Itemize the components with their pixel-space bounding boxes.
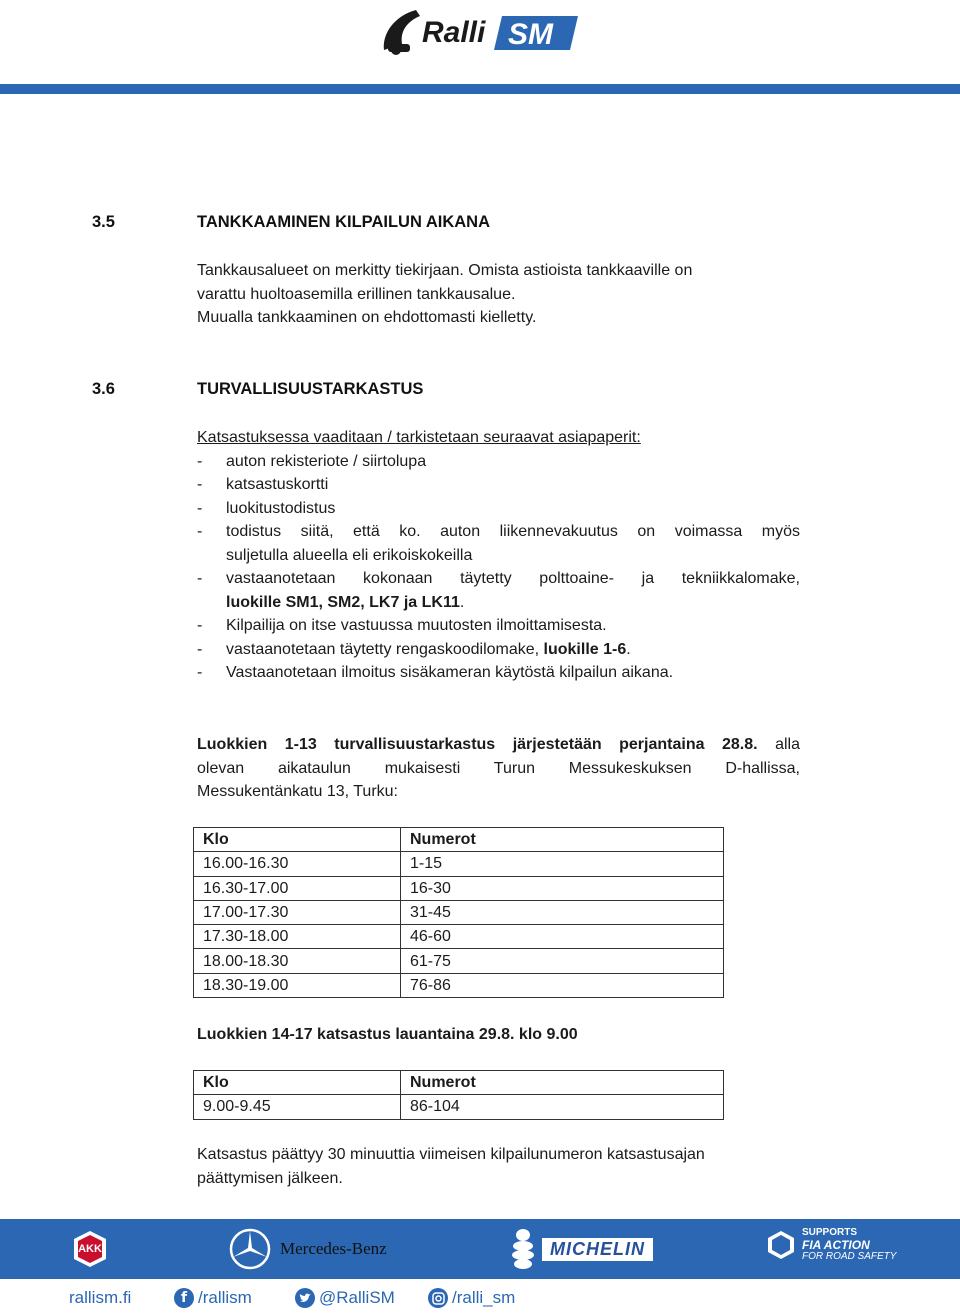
twitter-link[interactable] (295, 1288, 395, 1308)
fia-action-logo (766, 1227, 896, 1263)
section-title: TANKKAAMINEN KILPAILUN AIKANA (197, 213, 491, 231)
list-item (197, 614, 800, 638)
list-item-text: todistus siitä, että ko. auton liikennevakuutus on voimassa myös (226, 523, 800, 540)
schedule-heading-bold: Luokkien 1-13 turvallisuustarkastus järjestetään perjantaina 28.8. (197, 736, 758, 753)
akk-logo-text: AKK (78, 1243, 102, 1255)
bullet-dash: - (197, 523, 203, 540)
column-header: Numerot (401, 1071, 724, 1095)
akk-logo (70, 1229, 104, 1269)
column-header: Numerot (401, 828, 724, 852)
table-cell: 76-86 (401, 973, 724, 997)
schedule-2-heading (197, 1023, 800, 1047)
bullet-dash: - (197, 570, 203, 587)
list-item-text: Kilpailija on itse vastuussa muutosten ilmoittamisesta. (226, 617, 607, 634)
fia-road-safety-text: FOR ROAD SAFETY (802, 1251, 897, 1262)
paragraph-line: Tankkausalueet on merkitty tiekirjaan. Omista astioista tankkaaville on (197, 262, 693, 279)
instagram-link-text: /ralli_sm (452, 1288, 516, 1307)
section-3-5-body (197, 259, 800, 330)
instagram-link[interactable] (428, 1288, 515, 1308)
schedule-heading-text: alla (775, 736, 800, 753)
paragraph-line: Katsastus päättyy 30 minuuttia viimeisen kilpailunumeron katsastusajan (197, 1146, 705, 1163)
facebook-link-text: /rallism (198, 1288, 252, 1307)
table-row (194, 949, 724, 973)
table-cell: 31-45 (401, 900, 724, 924)
table-cell: 9.00-9.45 (194, 1095, 401, 1119)
list-item-text: . (626, 640, 631, 658)
paragraph-line: Muualla tankkaaminen on ehdottomasti kielletty. (197, 309, 537, 326)
fia-action-text: FIA ACTION (802, 1238, 870, 1252)
table-cell: 17.30-18.00 (194, 925, 401, 949)
list-item (197, 473, 800, 497)
list-item (197, 567, 800, 614)
list-item-bold: luokille 1-6 (543, 640, 627, 658)
table-row (194, 876, 724, 900)
column-header: Klo (194, 1071, 401, 1095)
table-cell: 17.00-17.30 (194, 900, 401, 924)
schedule-heading-bold: Luokkien 14-17 katsastus lauantaina 29.8. klo 9.00 (197, 1026, 578, 1043)
bullet-dash: - (197, 617, 203, 634)
list-item-text: suljetulla alueella eli erikoiskokeilla (226, 546, 473, 564)
schedule-table-1 (193, 827, 724, 998)
list-item (197, 661, 800, 685)
list-item-text: . (459, 593, 465, 611)
list-item-bold: luokille SM1, SM2, LK7 ja LK11 (226, 593, 460, 611)
section-number: 3.6 (92, 380, 115, 398)
table-header-row (194, 828, 724, 852)
mercedes-logo (228, 1227, 387, 1271)
michelin-logo (508, 1227, 653, 1271)
table-cell: 18.30-19.00 (194, 973, 401, 997)
bullet-dash: - (197, 476, 203, 493)
michelin-logo-text: MICHELIN (542, 1238, 653, 1261)
bullet-dash: - (197, 452, 203, 470)
closing-paragraph (197, 1143, 800, 1190)
schedule-heading-text: Messukentänkatu 13, Turku: (197, 783, 398, 800)
list-item-text: vastaanotetaan täytetty rengaskoodilomake, (226, 640, 544, 658)
paragraph-line: varattu huoltoasemilla erillinen tankkausalue. (197, 285, 516, 303)
bullet-dash: - (197, 640, 203, 658)
twitter-link-text: @RalliSM (319, 1288, 395, 1307)
site-link[interactable]: rallism.fi (69, 1288, 132, 1307)
schedule-1-heading (197, 733, 800, 804)
sponsor-band (0, 1219, 960, 1279)
twitter-icon (295, 1288, 315, 1308)
list-item-text: Vastaanotetaan ilmoitus sisäkameran käytöstä kilpailun aikana. (226, 664, 674, 681)
michelin-man-icon (508, 1227, 538, 1271)
table-row (194, 900, 724, 924)
paragraph-line: päättymisen jälkeen. (197, 1169, 343, 1187)
schedule-table-2 (193, 1070, 724, 1120)
mercedes-logo-text: Mercedes-Benz (280, 1239, 387, 1258)
table-row (194, 852, 724, 876)
table-row (194, 973, 724, 997)
table-row (194, 1095, 724, 1119)
bullet-dash: - (197, 664, 203, 681)
header-bar (0, 84, 960, 94)
list-item-text: luokitustodistus (226, 499, 336, 517)
list-item-text: vastaanotetaan kokonaan täytetty polttoaine- ja tekniikkalomake, (226, 570, 800, 587)
table-cell: 16-30 (401, 876, 724, 900)
footer-links (0, 1282, 960, 1316)
ralli-sm-logo-graphic (380, 6, 580, 60)
schedule-heading-text: olevan aikataulun mukaisesti Turun Messukeskuksen D-hallissa, (197, 759, 800, 777)
bullet-dash: - (197, 499, 203, 517)
table-cell: 1-15 (401, 852, 724, 876)
table-cell: 16.00-16.30 (194, 852, 401, 876)
fia-supports-text: SUPPORTS (802, 1227, 858, 1238)
table-cell: 46-60 (401, 925, 724, 949)
table-cell: 61-75 (401, 949, 724, 973)
table-cell: 18.00-18.30 (194, 949, 401, 973)
intro-line: Katsastuksessa vaaditaan / tarkistetaan seuraavat asiapaperit: (197, 429, 641, 446)
mercedes-star-icon (228, 1227, 272, 1271)
svg-text:SM: SM (508, 18, 553, 51)
table-row (194, 925, 724, 949)
list-item-text: auton rekisteriote / siirtolupa (226, 452, 427, 470)
table-header-row (194, 1071, 724, 1095)
section-3-6-body (197, 426, 800, 685)
section-number: 3.5 (92, 213, 115, 231)
column-header: Klo (194, 828, 401, 852)
section-title: TURVALLISUUSTARKASTUS (197, 380, 424, 398)
svg-text:Ralli: Ralli (422, 16, 486, 49)
table-cell: 86-104 (401, 1095, 724, 1119)
facebook-link[interactable] (174, 1288, 252, 1308)
instagram-icon (428, 1288, 448, 1308)
list-item (197, 450, 800, 474)
list-item (197, 497, 800, 521)
list-item (197, 520, 800, 567)
list-item (197, 638, 800, 662)
list-item-text: katsastuskortti (226, 476, 329, 493)
akk-small-emblem-icon (766, 1230, 796, 1260)
table-cell: 16.30-17.00 (194, 876, 401, 900)
ralli-sm-logo (380, 6, 580, 60)
facebook-icon: f (174, 1288, 194, 1308)
